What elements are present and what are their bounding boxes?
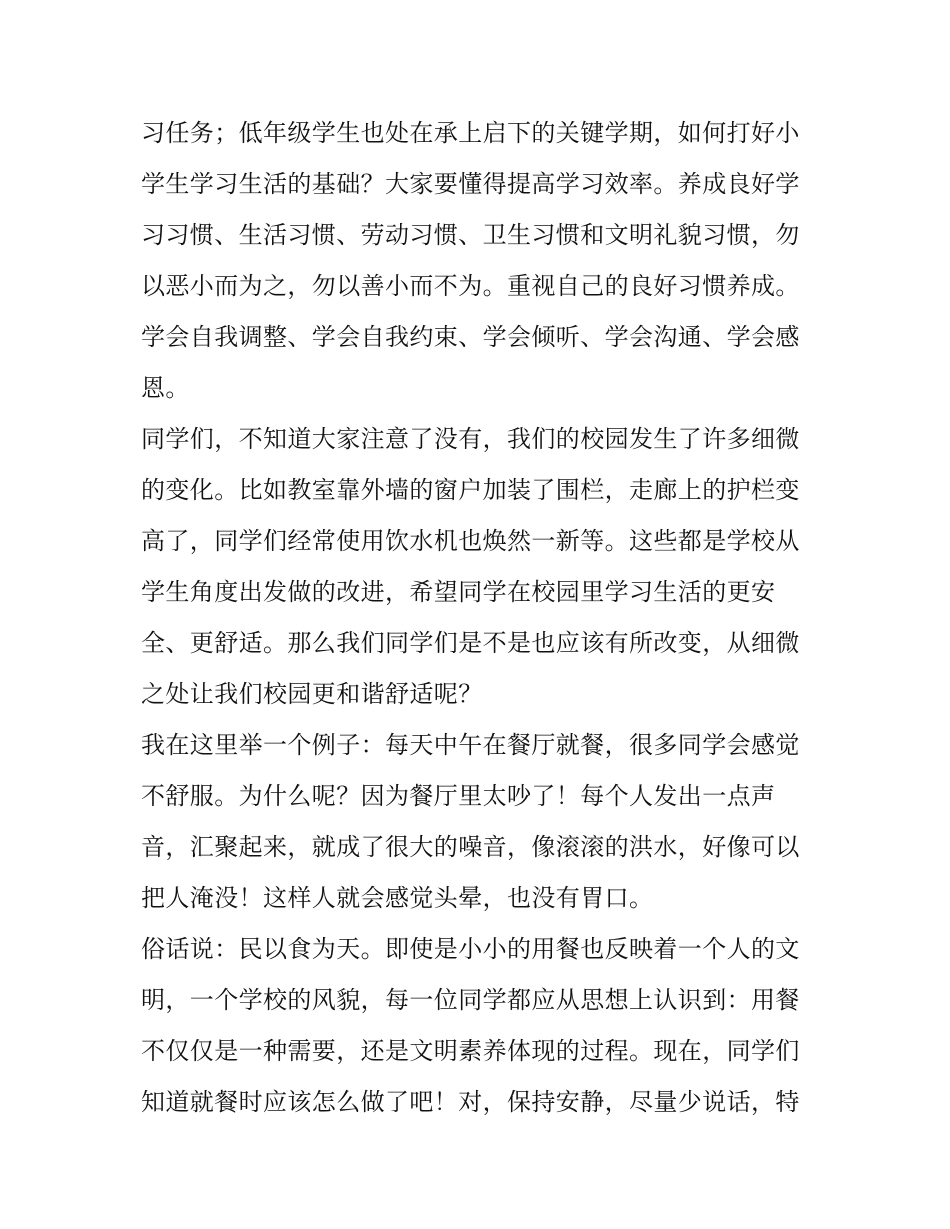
text-line: 知道就餐时应该怎么做了吧！对，保持安静，尽量少说话，特 [141, 1088, 800, 1116]
document-body [141, 108, 813, 1128]
text-line: 习任务；低年级学生也处在承上启下的关键学期，如何打好小 [141, 119, 800, 147]
text-line: 的变化。比如教室靠外墙的窗户加装了围栏，走廊上的护栏变 [141, 476, 800, 504]
text-line: 学生角度出发做的改进，希望同学在校园里学习生活的更安 [141, 578, 776, 606]
text-line: 全、更舒适。那么我们同学们是不是也应该有所改变，从细微 [141, 629, 800, 657]
text-line: 俗话说：民以食为天。即使是小小的用餐也反映着一个人的文 [141, 935, 800, 963]
text-line: 以恶小而为之，勿以善小而不为。重视自己的良好习惯养成。 [141, 272, 800, 300]
text-line: 高了，同学们经常使用饮水机也焕然一新等。这些都是学校从 [141, 527, 800, 555]
text-line: 学会自我调整、学会自我约束、学会倾听、学会沟通、学会感 [141, 323, 800, 351]
text-line: 习习惯、生活习惯、劳动习惯、卫生习惯和文明礼貌习惯，勿 [141, 221, 800, 249]
text-line: 恩。 [141, 374, 190, 402]
text-line: 学生学习生活的基础？大家要懂得提高学习效率。养成良好学 [141, 170, 800, 198]
text-line: 音，汇聚起来，就成了很大的噪音，像滚滚的洪水，好像可以 [141, 833, 800, 861]
text-line: 同学们，不知道大家注意了没有，我们的校园发生了许多细微 [141, 425, 800, 453]
text-line: 不仅仅是一种需要，还是文明素养体现的过程。现在，同学们 [141, 1037, 800, 1065]
text-line: 之处让我们校园更和谐舒适呢？ [141, 680, 483, 708]
text-line: 不舒服。为什么呢？因为餐厅里太吵了！每个人发出一点声 [141, 782, 776, 810]
text-line: 我在这里举一个例子：每天中午在餐厅就餐，很多同学会感觉 [141, 731, 800, 759]
text-line: 把人淹没！这样人就会感觉头晕，也没有胃口。 [141, 884, 654, 912]
text-line: 明，一个学校的风貌，每一位同学都应从思想上认识到：用餐 [141, 986, 800, 1014]
